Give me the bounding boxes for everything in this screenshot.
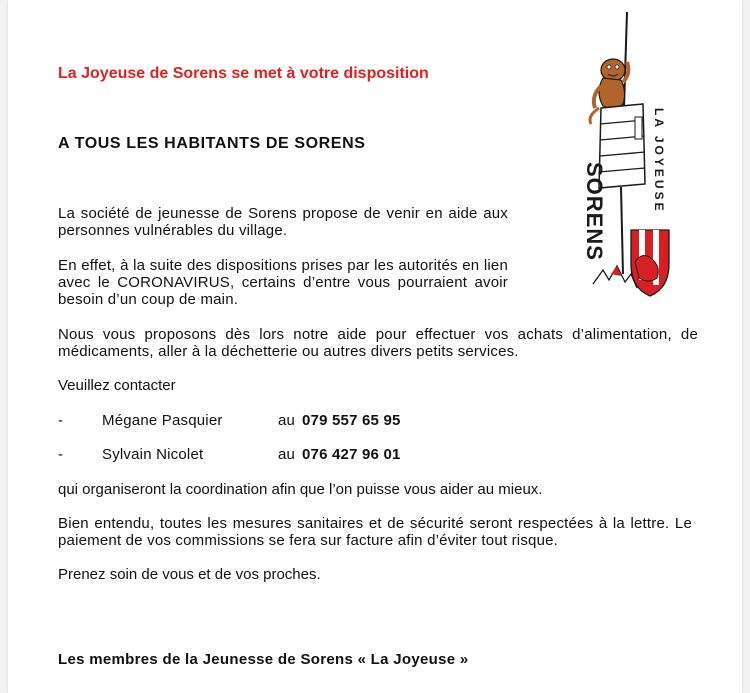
signature: Les membres de la Jeunesse de Sorens « La Joyeuse »: [58, 651, 469, 668]
contact-name: Sylvain Nicolet: [102, 446, 204, 463]
monkey-on-pole-logo-icon: [573, 12, 673, 297]
paragraph-coordination: qui organiseront la coordination afin que l’on puisse vous aider au mieux.: [58, 481, 543, 498]
paragraph-contact-intro: Veuillez contacter: [58, 377, 176, 394]
headline: La Joyeuse de Sorens se met à votre disposition: [58, 65, 429, 82]
logo-text-sorens: SORENS: [582, 162, 607, 261]
contact-phone: 079 557 65 95: [302, 412, 401, 429]
list-dash: -: [58, 412, 64, 429]
contact-name: Mégane Pasquier: [102, 412, 223, 429]
paragraph-closing: Prenez soin de vous et de vos proches.: [58, 566, 321, 583]
document-title: A TOUS LES HABITANTS DE SORENS: [58, 135, 366, 152]
document-page: [8, 0, 742, 693]
contact-au: au: [278, 446, 296, 463]
contact-phone: 076 427 96 01: [302, 446, 401, 463]
logo-text-la-joyeuse: LA JOYEUSE: [652, 108, 666, 214]
contact-au: au: [278, 412, 296, 429]
paragraph-context: En effet, à la suite des dispositions prises par les autorités en lien avec le CORONAVIRUS, certains d’entre vous pourraient avoir besoin d’un coup de main.: [58, 257, 508, 308]
list-dash: -: [58, 446, 64, 463]
paragraph-intro: La société de jeunesse de Sorens propose de venir en aide aux personnes vulnérables du village.: [58, 205, 508, 239]
paragraph-offer: Nous vous proposons dès lors notre aide pour effectuer vos achats d’alimentation, de médicaments, aller à la déchetterie ou autres divers petits services.: [58, 326, 698, 360]
paragraph-safety: Bien entendu, toutes les mesures sanitaires et de sécurité seront respectées à la lettre. Le paiement de vos commissions se fera sur facture afin d’éviter tout risque.: [58, 515, 692, 549]
